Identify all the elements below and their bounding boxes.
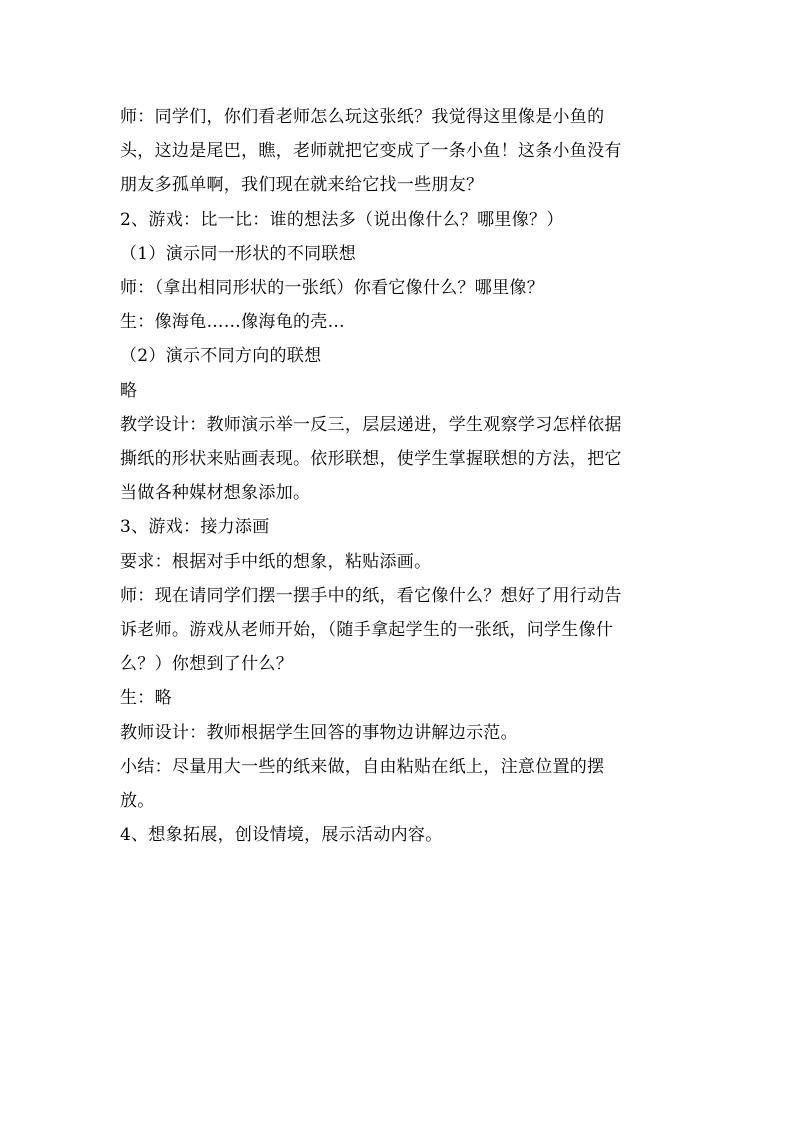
text-line: 教学设计：教师演示举一反三，层层递进，学生观察学习怎样依据 <box>120 414 622 435</box>
text-line: （1）演示同一形状的不同联想 <box>120 243 357 264</box>
section-heading-4: 4、想象拓展，创设情境，展示活动内容。 <box>120 825 443 846</box>
section-heading-3: 3、游戏：接力添画 <box>120 517 270 538</box>
section-heading-2: 2、游戏：比一比：谁的想法多（说出像什么？哪里像？） <box>120 209 564 230</box>
text-line: 师：（拿出相同形状的一张纸）你看它像什么？哪里像？ <box>120 278 544 299</box>
text-line: 师：同学们，你们看老师怎么玩这张纸？我觉得这里像是小鱼的 <box>120 107 605 127</box>
text-line: 略 <box>120 380 138 401</box>
text-line: 生：像海龟……像海龟的壳… <box>120 312 345 333</box>
text-line: 小结：尽量用大一些的纸来做，自由粘贴在纸上，注意位置的摆 <box>120 756 605 777</box>
text-line: （2）演示不同方向的联想 <box>120 346 322 367</box>
text-line: 诉老师。游戏从老师开始，（随手拿起学生的一张纸，问学生像什 <box>120 620 614 641</box>
text-line: 生：略 <box>120 688 172 709</box>
text-line: 头，这边是尾巴，瞧，老师就把它变成了一条小鱼！这条小鱼没有 <box>120 141 622 162</box>
text-line: 么？）你想到了什么？ <box>120 654 293 675</box>
text-line: 撕纸的形状来贴画表现。依形联想，使学生掌握联想的方法，把它 <box>120 449 622 470</box>
text-line: 当做各种媒材想象添加。 <box>120 483 311 504</box>
text-line: 师：现在请同学们摆一摆手中的纸，看它像什么？想好了用行动告 <box>120 585 622 606</box>
text-line: 教师设计：教师根据学生回答的事物边讲解边示范。 <box>120 722 518 743</box>
text-line: 朋友多孤单啊，我们现在就来给它找一些朋友？ <box>120 175 484 196</box>
text-line: 要求：根据对手中纸的想象，粘贴添画。 <box>120 551 432 572</box>
document-body <box>120 100 680 852</box>
text-line: 放。 <box>120 791 155 812</box>
